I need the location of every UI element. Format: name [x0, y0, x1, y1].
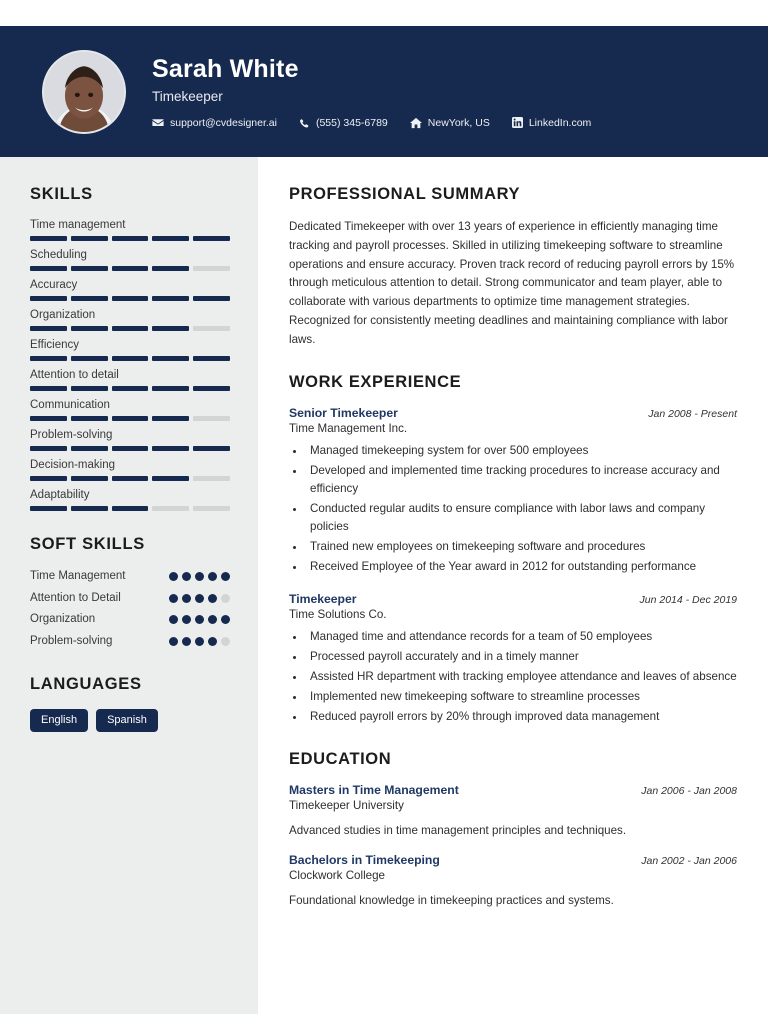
identity-block: [152, 54, 591, 129]
languages-list: [30, 709, 230, 732]
language-tag: Spanish: [96, 709, 158, 732]
skill-level-segment: [112, 386, 149, 391]
soft-skill-label: Time Management: [30, 570, 126, 582]
skill-item: [30, 369, 230, 391]
skill-level-segment: [71, 476, 108, 481]
rating-dot: [169, 637, 178, 646]
contact-linkedin[interactable]: [512, 117, 591, 129]
experience-title: Senior Timekeeper: [289, 406, 398, 421]
skill-item: [30, 429, 230, 451]
list-item: • Received Employee of the Year award in 2012 for outstanding performance: [306, 558, 737, 576]
skill-level-segment: [30, 326, 67, 331]
skill-level-segment: [152, 416, 189, 421]
skill-level-bar: [30, 326, 230, 331]
linkedin-icon: [512, 117, 523, 128]
skill-level-segment: [30, 236, 67, 241]
education-description: Advanced studies in time management principles and techniques.: [289, 824, 627, 838]
skill-level-segment: [30, 506, 67, 511]
skill-level-segment: [30, 296, 67, 301]
skill-level-segment: [193, 416, 230, 421]
list-item: • Processed payroll accurately and in a timely manner: [306, 648, 737, 666]
skill-level-segment: [152, 506, 189, 511]
summary-heading: PROFESSIONAL SUMMARY: [289, 185, 521, 203]
education-title: Masters in Time Management: [289, 783, 459, 798]
experience-organization: Time Solutions Co.: [289, 608, 387, 622]
sidebar: [0, 157, 258, 1014]
entry-header: [289, 853, 737, 867]
experience-bullets: [306, 628, 737, 726]
skill-level-segment: [30, 446, 67, 451]
education-entry: [289, 853, 737, 909]
skill-item: [30, 249, 230, 271]
rating-dot: [182, 615, 191, 624]
skill-level-segment: [71, 506, 108, 511]
entry-header: [289, 592, 737, 606]
skill-level-segment: [112, 236, 149, 241]
rating-dot: [195, 615, 204, 624]
rating-dot: [221, 572, 230, 581]
education-organization: Timekeeper University: [289, 799, 404, 813]
skill-level-segment: [71, 446, 108, 451]
skill-label: Organization: [30, 309, 96, 321]
skill-level-segment: [193, 356, 230, 361]
experience-title: Timekeeper: [289, 592, 357, 607]
education-date: Jan 2002 - Jan 2006: [641, 855, 737, 868]
entry-header: [289, 783, 737, 797]
skill-level-segment: [193, 476, 230, 481]
skill-level-segment: [152, 356, 189, 361]
rating-dot: [208, 572, 217, 581]
education-list: [289, 783, 737, 910]
education-date: Jan 2006 - Jan 2008: [641, 785, 737, 798]
skill-level-bar: [30, 236, 230, 241]
contact-phone-text: (555) 345-6789: [315, 116, 388, 129]
skill-level-segment: [152, 296, 189, 301]
skill-item: [30, 279, 230, 301]
skill-level-segment: [112, 356, 149, 361]
summary-text: Dedicated Timekeeper with over 13 years of experience in efficiently managing time tracking and payroll processes. Skilled in utilizing timekeeping software to streamline operations and ensure accuracy. Proven track record of reducing payroll errors by 15% through meticulous attention to detail. Strong communicator and team player, able to collaborate with various departments to optimize time management strategies. Recognized for consistently meeting deadlines and maintaining compliance with labor laws.: [289, 220, 735, 346]
experience-bullets: [306, 442, 737, 576]
skill-level-bar: [30, 296, 230, 301]
skill-level-segment: [71, 386, 108, 391]
skill-level-bar: [30, 386, 230, 391]
skill-level-segment: [71, 236, 108, 241]
rating-dot: [169, 615, 178, 624]
main-content: [289, 185, 737, 924]
experience-organization: Time Management Inc.: [289, 422, 408, 436]
skill-level-bar: [30, 446, 230, 451]
skill-level-segment: [30, 476, 67, 481]
skill-level-segment: [193, 326, 230, 331]
skill-level-bar: [30, 506, 230, 511]
skill-label: Accuracy: [30, 279, 78, 291]
soft-skill-rating-dots: [169, 612, 230, 624]
skills-heading: SKILLS: [30, 185, 93, 203]
soft-skill-rating-dots: [169, 569, 230, 581]
skill-level-segment: [193, 506, 230, 511]
skill-level-segment: [152, 476, 189, 481]
language-tag: English: [30, 709, 88, 732]
skill-level-segment: [112, 476, 149, 481]
languages-heading: LANGUAGES: [30, 675, 142, 694]
rating-dot: [195, 637, 204, 646]
experience-date: Jan 2008 - Present: [648, 408, 737, 421]
phone-icon: [299, 117, 310, 129]
rating-dot: [221, 637, 230, 646]
skill-item: [30, 219, 230, 241]
experience-entry: [289, 592, 737, 726]
skill-level-segment: [30, 356, 67, 361]
experience-entry: [289, 406, 737, 576]
contact-phone[interactable]: [299, 117, 388, 129]
skill-label: Time management: [30, 219, 126, 231]
skill-level-segment: [152, 386, 189, 391]
education-title: Bachelors in Timekeeping: [289, 853, 440, 868]
skill-item: [30, 309, 230, 331]
education-description: Foundational knowledge in timekeeping practices and systems.: [289, 894, 614, 908]
rating-dot: [208, 594, 217, 603]
experience-section: [289, 373, 737, 726]
soft-skill-label: Problem-solving: [30, 634, 113, 647]
contact-email[interactable]: [152, 117, 277, 129]
skill-label: Decision-making: [30, 459, 116, 471]
soft-skill-item: [30, 591, 230, 607]
skill-level-segment: [71, 326, 108, 331]
skills-list: [30, 219, 230, 511]
skill-level-segment: [193, 296, 230, 301]
rating-dot: [169, 594, 178, 603]
education-heading: EDUCATION: [289, 750, 392, 769]
skill-level-segment: [112, 296, 149, 301]
page-title: Sarah White: [152, 55, 299, 84]
skill-level-segment: [193, 446, 230, 451]
soft-skills-heading: SOFT SKILLS: [30, 535, 145, 553]
rating-dot: [182, 594, 191, 603]
rating-dot: [195, 594, 204, 603]
skill-level-segment: [30, 386, 67, 391]
skill-label: Communication: [30, 399, 110, 411]
skill-level-segment: [71, 356, 108, 361]
experience-heading: WORK EXPERIENCE: [289, 373, 462, 392]
rating-dot: [221, 594, 230, 603]
education-entry: [289, 783, 737, 839]
list-item: • Reduced payroll errors by 20% through improved data management: [306, 708, 737, 726]
contact-email-text: support@cvdesigner.ai: [170, 116, 277, 129]
skill-level-segment: [112, 266, 149, 271]
skill-label: Problem-solving: [30, 429, 113, 441]
soft-skills-list: [30, 569, 230, 649]
skill-item: [30, 489, 230, 511]
rating-dot: [208, 637, 217, 646]
skill-level-segment: [30, 416, 67, 421]
soft-skill-item: [30, 612, 230, 628]
skill-level-segment: [152, 326, 189, 331]
list-item: • Developed and implemented time tracking procedures to increase accuracy and efficiency: [306, 462, 737, 498]
education-organization: Clockwork College: [289, 869, 386, 883]
skill-item: [30, 399, 230, 421]
skill-level-segment: [193, 386, 230, 391]
rating-dot: [221, 615, 230, 624]
list-item: • Trained new employees on timekeeping software and procedures: [306, 538, 737, 556]
portrait-photo-icon: [44, 52, 124, 132]
skill-level-bar: [30, 266, 230, 271]
soft-skill-rating-dots: [169, 591, 230, 603]
contact-list: [152, 117, 591, 129]
skill-level-bar: [30, 416, 230, 421]
skill-item: [30, 459, 230, 481]
list-item: • Conducted regular audits to ensure compliance with labor laws and company policies: [306, 500, 737, 536]
skill-level-segment: [112, 416, 149, 421]
experience-date: Jun 2014 - Dec 2019: [639, 594, 737, 607]
skill-label: Adaptability: [30, 489, 90, 501]
skill-level-segment: [71, 266, 108, 271]
rating-dot: [169, 572, 178, 581]
entry-header: [289, 406, 737, 420]
rating-dot: [182, 572, 191, 581]
contact-location-text: NewYork, US: [427, 116, 490, 129]
education-section: [289, 750, 737, 910]
envelope-icon: [152, 117, 164, 129]
skill-level-segment: [112, 446, 149, 451]
skill-level-segment: [152, 236, 189, 241]
skill-level-segment: [152, 446, 189, 451]
avatar: [42, 50, 126, 134]
rating-dot: [195, 572, 204, 581]
skill-level-segment: [193, 236, 230, 241]
skill-level-bar: [30, 476, 230, 481]
skill-item: [30, 339, 230, 361]
list-item: • Assisted HR department with tracking employee attendance and leaves of absence: [306, 668, 737, 686]
skill-label: Scheduling: [30, 249, 87, 261]
home-icon: [410, 117, 422, 129]
skill-level-bar: [30, 356, 230, 361]
rating-dot: [208, 615, 217, 624]
skill-label: Efficiency: [30, 339, 80, 351]
job-role: Timekeeper: [152, 88, 223, 104]
skill-level-segment: [112, 326, 149, 331]
soft-skill-item: [30, 634, 230, 650]
skill-level-segment: [193, 266, 230, 271]
soft-skill-label: Attention to Detail: [30, 591, 121, 604]
skill-level-segment: [30, 266, 67, 271]
skill-level-segment: [112, 506, 149, 511]
skill-level-segment: [152, 266, 189, 271]
experience-list: [289, 406, 737, 726]
resume-header: [0, 26, 768, 157]
list-item: • Implemented new timekeeping software to streamline processes: [306, 688, 737, 706]
contact-linkedin-text: LinkedIn.com: [528, 116, 592, 129]
skill-level-segment: [71, 416, 108, 421]
skill-label: Attention to detail: [30, 369, 119, 381]
soft-skill-rating-dots: [169, 634, 230, 646]
list-item: • Managed time and attendance records for a team of 50 employees: [306, 628, 737, 646]
soft-skill-label: Organization: [30, 613, 96, 626]
rating-dot: [182, 637, 191, 646]
soft-skill-item: [30, 569, 230, 585]
skill-level-segment: [71, 296, 108, 301]
contact-location[interactable]: [410, 117, 490, 129]
list-item: • Managed timekeeping system for over 500 employees: [306, 442, 737, 460]
